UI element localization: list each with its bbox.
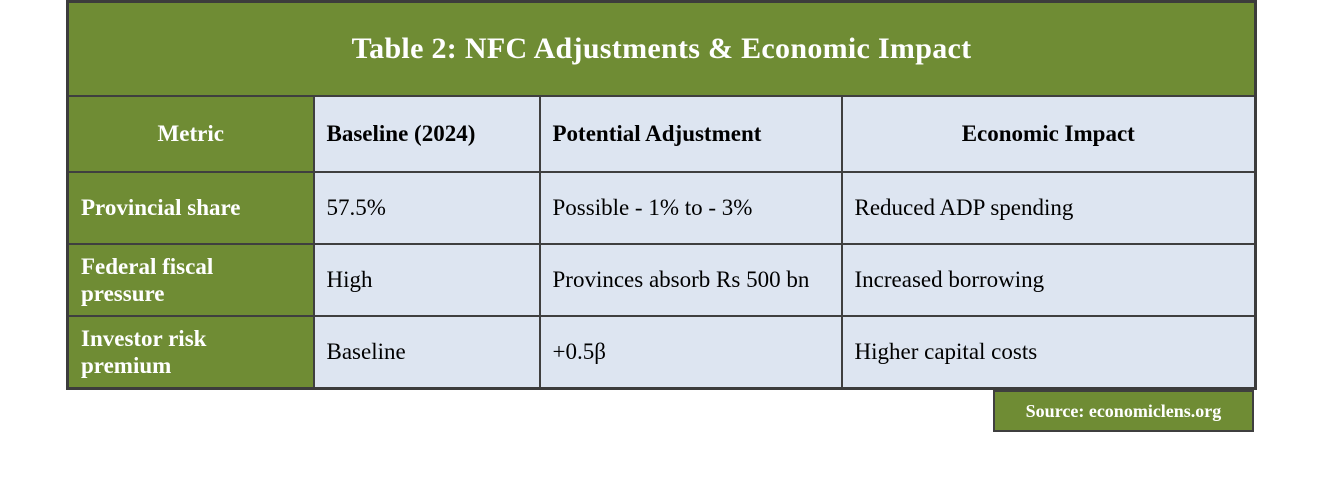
table-title: Table 2: NFC Adjustments & Economic Impact <box>68 2 1256 97</box>
cell-baseline-federal-fiscal-pressure: High <box>314 244 540 316</box>
row-label-federal-fiscal-pressure: Federal fiscal pressure <box>68 244 314 316</box>
table-row <box>68 316 1256 388</box>
table-header-row <box>68 96 1256 172</box>
cell-impact-provincial-share: Reduced ADP spending <box>842 172 1256 244</box>
cell-baseline-provincial-share: 57.5% <box>314 172 540 244</box>
nfc-adjustments-table <box>66 0 1257 390</box>
table-title-row <box>68 2 1256 97</box>
cell-baseline-investor-risk-premium: Baseline <box>314 316 540 388</box>
source-badge: Source: economiclens.org <box>993 390 1254 432</box>
cell-adjustment-investor-risk-premium: +0.5β <box>540 316 842 388</box>
column-header-baseline: Baseline (2024) <box>314 96 540 172</box>
table-container <box>66 0 1254 390</box>
column-header-adjustment: Potential Adjustment <box>540 96 842 172</box>
cell-adjustment-provincial-share: Possible - 1% to - 3% <box>540 172 842 244</box>
row-label-investor-risk-premium: Investor risk premium <box>68 316 314 388</box>
cell-impact-federal-fiscal-pressure: Increased borrowing <box>842 244 1256 316</box>
column-header-impact: Economic Impact <box>842 96 1256 172</box>
column-header-metric: Metric <box>68 96 314 172</box>
cell-impact-investor-risk-premium: Higher capital costs <box>842 316 1256 388</box>
table-row <box>68 172 1256 244</box>
table-row <box>68 244 1256 316</box>
row-label-provincial-share: Provincial share <box>68 172 314 244</box>
cell-adjustment-federal-fiscal-pressure: Provinces absorb Rs 500 bn <box>540 244 842 316</box>
